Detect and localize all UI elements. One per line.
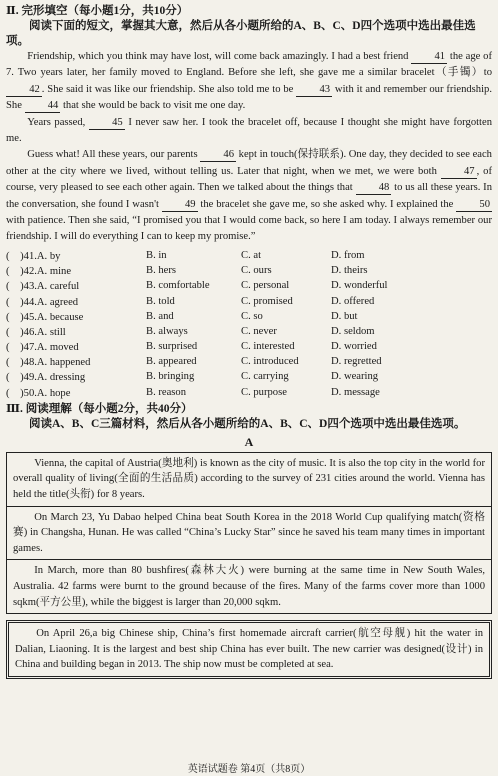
blank-49: 49 — [162, 199, 198, 212]
passage-paragraph-2: Years passed, 45 I never saw her. I took the bracelet off, because I thought she might have forgotten me. — [6, 116, 492, 145]
option-row-41: ( )41.A. by B. in C. at D. from — [6, 249, 365, 262]
option-row-46: ( )46.A. still B. always C. never D. seldom — [6, 325, 375, 338]
exam-page — [6, 4, 492, 679]
reading-a-box-yu-dabao: On March 23, Yu Dabao helped China beat South Korea in the 2018 World Cup qualifying match(资格赛) in Changsha, Hunan. He was called “China’s Lucky Star” since he saved his team many times in important games. — [6, 507, 492, 561]
passage-paragraph-3: Guess what! All these years, our parents 46 kept in touch(保持联系). One day, they decided to see each other at the city where we lived, without telling us. Later that night, when we met, we were both 47 , of course, very pleased to see each other again. Then we talked about the things that 48 to us all these years. In the conversation, she found I wasn't 49 the bracelet she gave me, so she asked why. I explained the 50 with patience. Then she said, “I promised you that I would come back, so here I am today. I always remember our friendship. I will do everything I can to keep my promise.” — [6, 149, 493, 243]
reading-a-box-aircraft-carrier: On April 26,a big Chinese ship, China’s first homemade aircraft carrier(航空母舰) hit the water in Dalian, Liaoning. It is the largest and best ship China has ever built. The new carrier was designed(设计) in China and building began in 2013. The ship now must be completed at sea. — [6, 620, 492, 679]
option-row-50: ( )50.A. hope B. reason C. purpose D. message — [6, 386, 380, 399]
page-footer: 英语试题卷 第4页（共8页） — [187, 764, 311, 775]
option-row-47: ( )47.A. moved B. surprised C. interested D. worried — [6, 341, 377, 354]
section-3-instruction: 阅读A、B、C三篇材料，然后从各小题所给的A、B、C、D四个选项中选出最佳选项。 — [29, 417, 466, 430]
blank-41: 41 — [411, 51, 447, 64]
blank-45: 45 — [89, 117, 125, 130]
blank-44: 44 — [25, 100, 61, 113]
option-row-44: ( )44.A. agreed B. told C. promised D. offered — [6, 295, 375, 308]
option-row-43: ( )43.A. careful B. comfortable C. personal D. wonderful — [6, 280, 388, 293]
section-2-title: Ⅱ. 完形填空（每小题1分，共10分） — [6, 5, 189, 17]
option-row-48: ( )48.A. happened B. appeared C. introduced D. regretted — [6, 356, 382, 369]
options-list — [6, 248, 492, 400]
blank-50: 50 — [456, 199, 492, 212]
blank-42: 42 — [6, 84, 42, 97]
option-row-42: ( )42.A. mine B. hers C. ours D. theirs — [6, 265, 368, 278]
blank-48: 48 — [356, 182, 392, 195]
blank-43: 43 — [296, 84, 332, 97]
section-3-title: Ⅲ. 阅读理解（每小题2分，共40分） — [6, 402, 193, 415]
option-row-49: ( )49.A. dressing B. bringing C. carrying D. wearing — [6, 371, 379, 384]
section-2-instruction: 阅读下面的短文，掌握其大意，然后从各小题所给的A、B、C、D四个选项中选出最佳选项。 — [6, 20, 476, 47]
reading-a-box-bushfires: In March, more than 80 bushfires(森林大火) were burning at the same time in New South Wales, Australia. 42 farms were burnt to the ground because of the fires. Many of the farms cover more than 1000 sqkm(平方公里), while the biggest is larger than 20,000 sqkm. — [6, 560, 492, 614]
blank-47: 47 — [441, 166, 477, 179]
passage-paragraph-1: Friendship, which you think may have lost, will come back amazingly. I had a best friend 41 the age of 7. Two years later, her family moved to England. Before she left, she gave me a similar bracelet（手镯）to 42 . She said it was like our friendship. She also told me to be 43 with it and remember our friendship. She 44 that she would be back to visit me one day. — [6, 51, 492, 112]
reading-a-heading: A — [244, 434, 254, 449]
option-row-45: ( )45.A. because B. and C. so D. but — [6, 310, 358, 323]
blank-46: 46 — [200, 149, 236, 162]
reading-a-box-vienna: Vienna, the capital of Austria(奥地利) is known as the city of music. It is also the top city in the world for overall quality of living(全面的生活品质) according to the survey of 231 cities around the world. Vienna has held the title(头衔) for 8 years. — [6, 452, 492, 507]
